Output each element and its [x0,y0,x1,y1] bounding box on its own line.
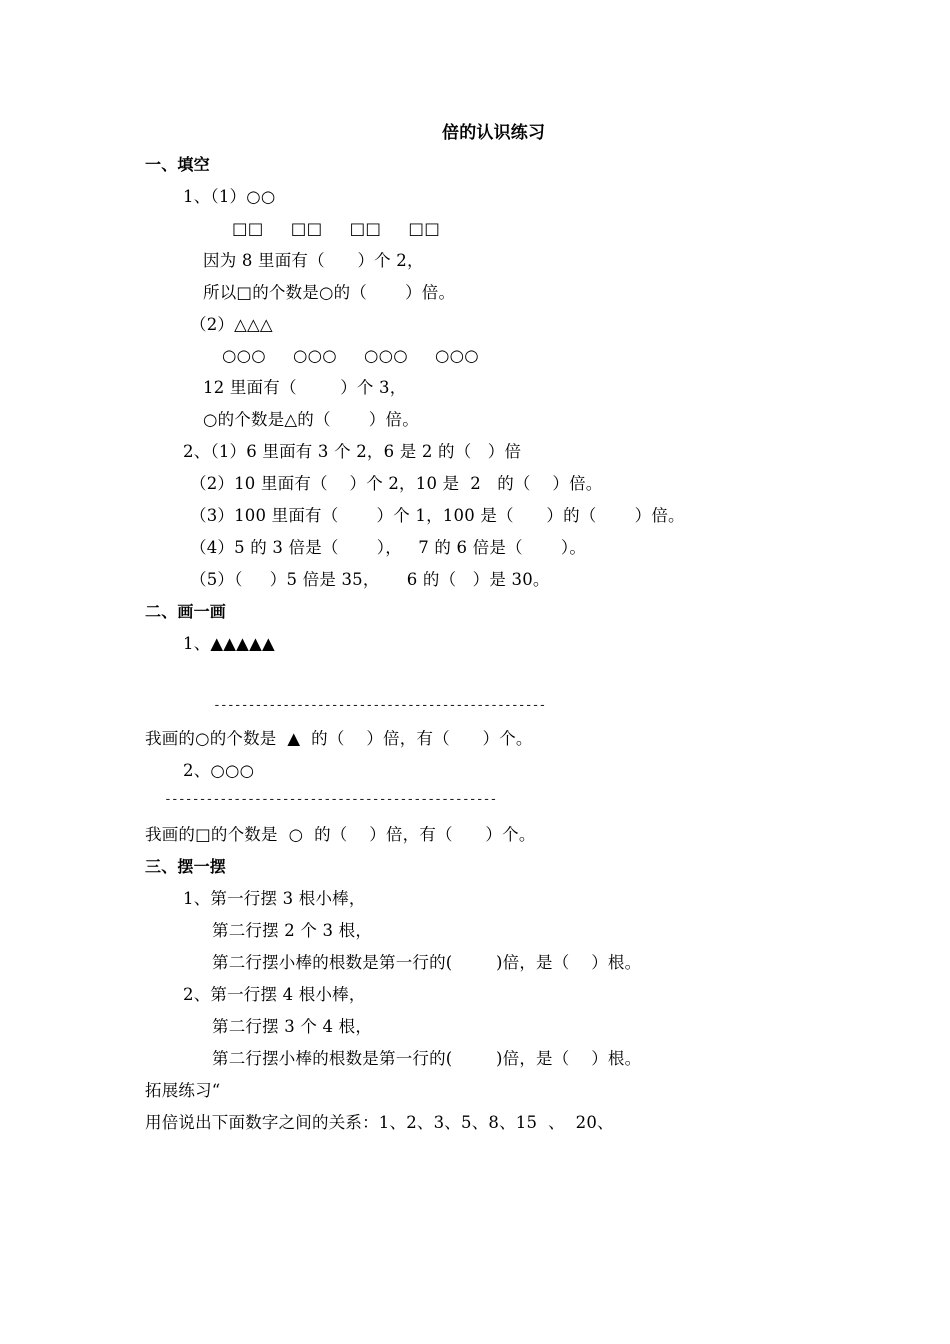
arrange-q1-line3: 第二行摆小棒的根数是第一行的( )倍，是（ ）根。 [212,953,642,972]
section-heading-draw: 二、画一画 [145,602,227,621]
section-heading-fill-blank: 一、填空 [145,155,210,174]
arrange-q1-line2: 第二行摆 2 个 3 根， [212,921,373,940]
q1-part1-label: 1、（1）○○ [183,187,276,206]
q1-part2-label: （2）△△△ [190,315,273,334]
q2-line2: （2）10 里面有（ ）个 2，10 是 2 的（ ）倍。 [190,474,603,493]
extension-heading: 拓展练习“ [145,1081,221,1100]
section-heading-arrange: 三、摆一摆 [145,857,227,876]
q1-part2-line2: ○的个数是△的（ ）倍。 [203,410,419,429]
arrange-q2-line3: 第二行摆小棒的根数是第一行的( )倍，是（ ）根。 [212,1049,642,1068]
draw-q2-answer: 我画的□的个数是 ○ 的（ ）倍，有（ ）个。 [145,825,536,844]
q1-part2-line1: 12 里面有（ ）个 3， [203,378,407,397]
draw-q2-dashed-line: ------------------------------------------------ [164,792,497,807]
arrange-q1-line1: 1、第一行摆 3 根小棒， [183,889,366,908]
draw-q1-label: 1、▲▲▲▲▲ [183,634,275,653]
q2-line1: 2、（1）6 里面有 3 个 2，6 是 2 的（ ）倍 [183,442,522,461]
q2-line5: （5）（ ）5 倍是 35， 6 的（ ）是 30。 [190,570,550,589]
q1-part1-line2: 所以□的个数是○的（ ）倍。 [203,283,456,302]
q1-part2-circles: ○○○ ○○○ ○○○ ○○○ [222,346,479,365]
q1-part1-line1: 因为 8 里面有（ ）个 2， [203,251,424,270]
q2-line3: （3）100 里面有（ ）个 1，100 是（ ）的（ ）倍。 [190,506,685,525]
q1-part1-squares: □□ □□ □□ □□ [232,219,440,238]
draw-q1-answer: 我画的○的个数是 ▲ 的（ ）倍，有（ ）个。 [145,729,533,748]
page-title: 倍的认识练习 [442,123,546,143]
draw-q2-label: 2、○○○ [183,761,255,780]
arrange-q2-line1: 2、第一行摆 4 根小棒， [183,985,366,1004]
arrange-q2-line2: 第二行摆 3 个 4 根， [212,1017,373,1036]
q2-line4: （4）5 的 3 倍是（ ）， 7 的 6 倍是（ ）。 [190,538,587,557]
extension-text: 用倍说出下面数字之间的关系：1、2、3、5、8、15 、 20、 [145,1113,614,1132]
draw-q1-dashed-line: ------------------------------------------------ [213,698,546,713]
